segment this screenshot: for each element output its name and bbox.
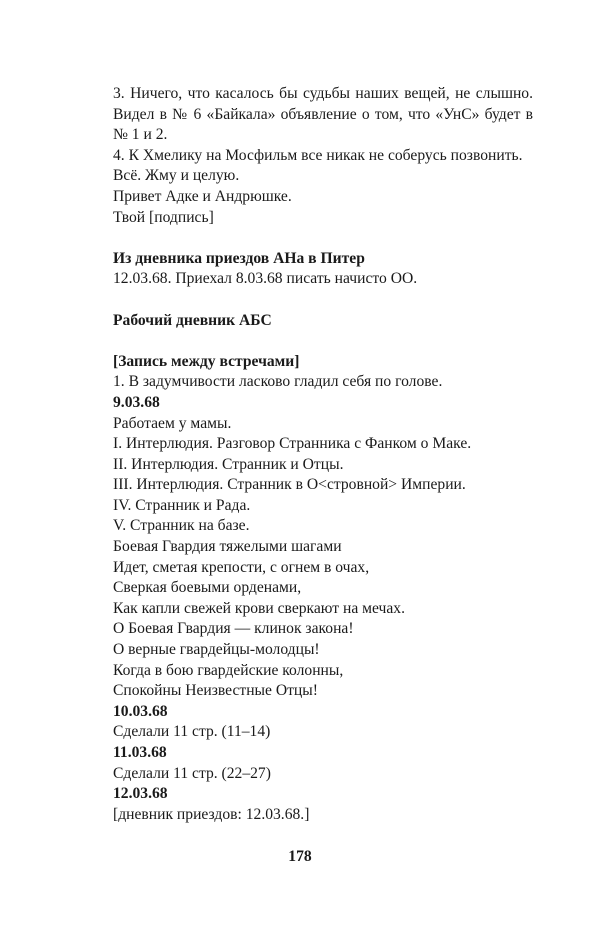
diary-date: 10.03.68 <box>113 702 168 720</box>
letter-signature: Твой [подпись] <box>113 208 214 226</box>
poem-line: Сверкая боевыми орденами, <box>113 579 302 597</box>
visits-diary-heading: Из дневника приездов АНа в Питер <box>113 249 365 267</box>
page-number: 178 <box>288 848 312 865</box>
letter-item-3: 3. Ничего, что касалось бы судьбы наших вещей, не слышно. Видел в № 6 «Байкала» объявление о том, что «УнС» будет в № 1 и 2. <box>113 85 533 144</box>
work-diary-subheading: [Запись между встречами] <box>113 352 300 370</box>
diary-date: 9.03.68 <box>113 393 160 411</box>
poem-line: Боевая Гвардия тяжелыми шагами <box>113 538 342 556</box>
spacer <box>113 331 533 352</box>
diary-line: Работаем у мамы. <box>113 414 232 432</box>
diary-line: IV. Странник и Рада. <box>113 496 251 514</box>
poem-line: О Боевая Гвардия — клинок закона! <box>113 620 354 638</box>
poem-line: Как капли свежей крови сверкают на мечах. <box>113 599 405 617</box>
spacer <box>113 290 533 311</box>
work-diary-note: 1. В задумчивости ласково гладил себя по голове. <box>113 373 443 391</box>
diary-line: II. Интерлюдия. Странник и Отцы. <box>113 455 344 473</box>
diary-line: Сделали 11 стр. (22–27) <box>113 764 271 782</box>
work-diary-heading: Рабочий дневник АБС <box>113 311 272 329</box>
diary-line: Сделали 11 стр. (11–14) <box>113 723 271 741</box>
diary-date: 12.03.68 <box>113 785 168 803</box>
diary-line: V. Странник на базе. <box>113 517 250 535</box>
poem-line: О верные гвардейцы-молодцы! <box>113 641 320 659</box>
diary-date: 11.03.68 <box>113 744 167 761</box>
page-body <box>113 84 533 825</box>
letter-item-4: 4. К Хмелику на Мосфильм все никак не соберусь позвонить. <box>113 146 523 164</box>
visits-diary-entry: 12.03.68. Приехал 8.03.68 писать начисто ОО. <box>113 270 418 288</box>
letter-closing: Всё. Жму и целую. <box>113 167 240 185</box>
poem-line: Спокойны Неизвестные Отцы! <box>113 682 318 700</box>
letter-greeting: Привет Адке и Андрюшке. <box>113 187 292 205</box>
diary-line: III. Интерлюдия. Странник в О<стровной> Империи. <box>113 476 466 494</box>
diary-line: I. Интерлюдия. Разговор Странника с Фанком о Маке. <box>113 435 472 453</box>
poem-line: Идет, сметая крепости, с огнем в очах, <box>113 558 370 576</box>
spacer <box>113 228 533 249</box>
poem-line: Когда в бою гвардейские колонны, <box>113 661 344 679</box>
diary-line: [дневник приездов: 12.03.68.] <box>113 805 310 823</box>
